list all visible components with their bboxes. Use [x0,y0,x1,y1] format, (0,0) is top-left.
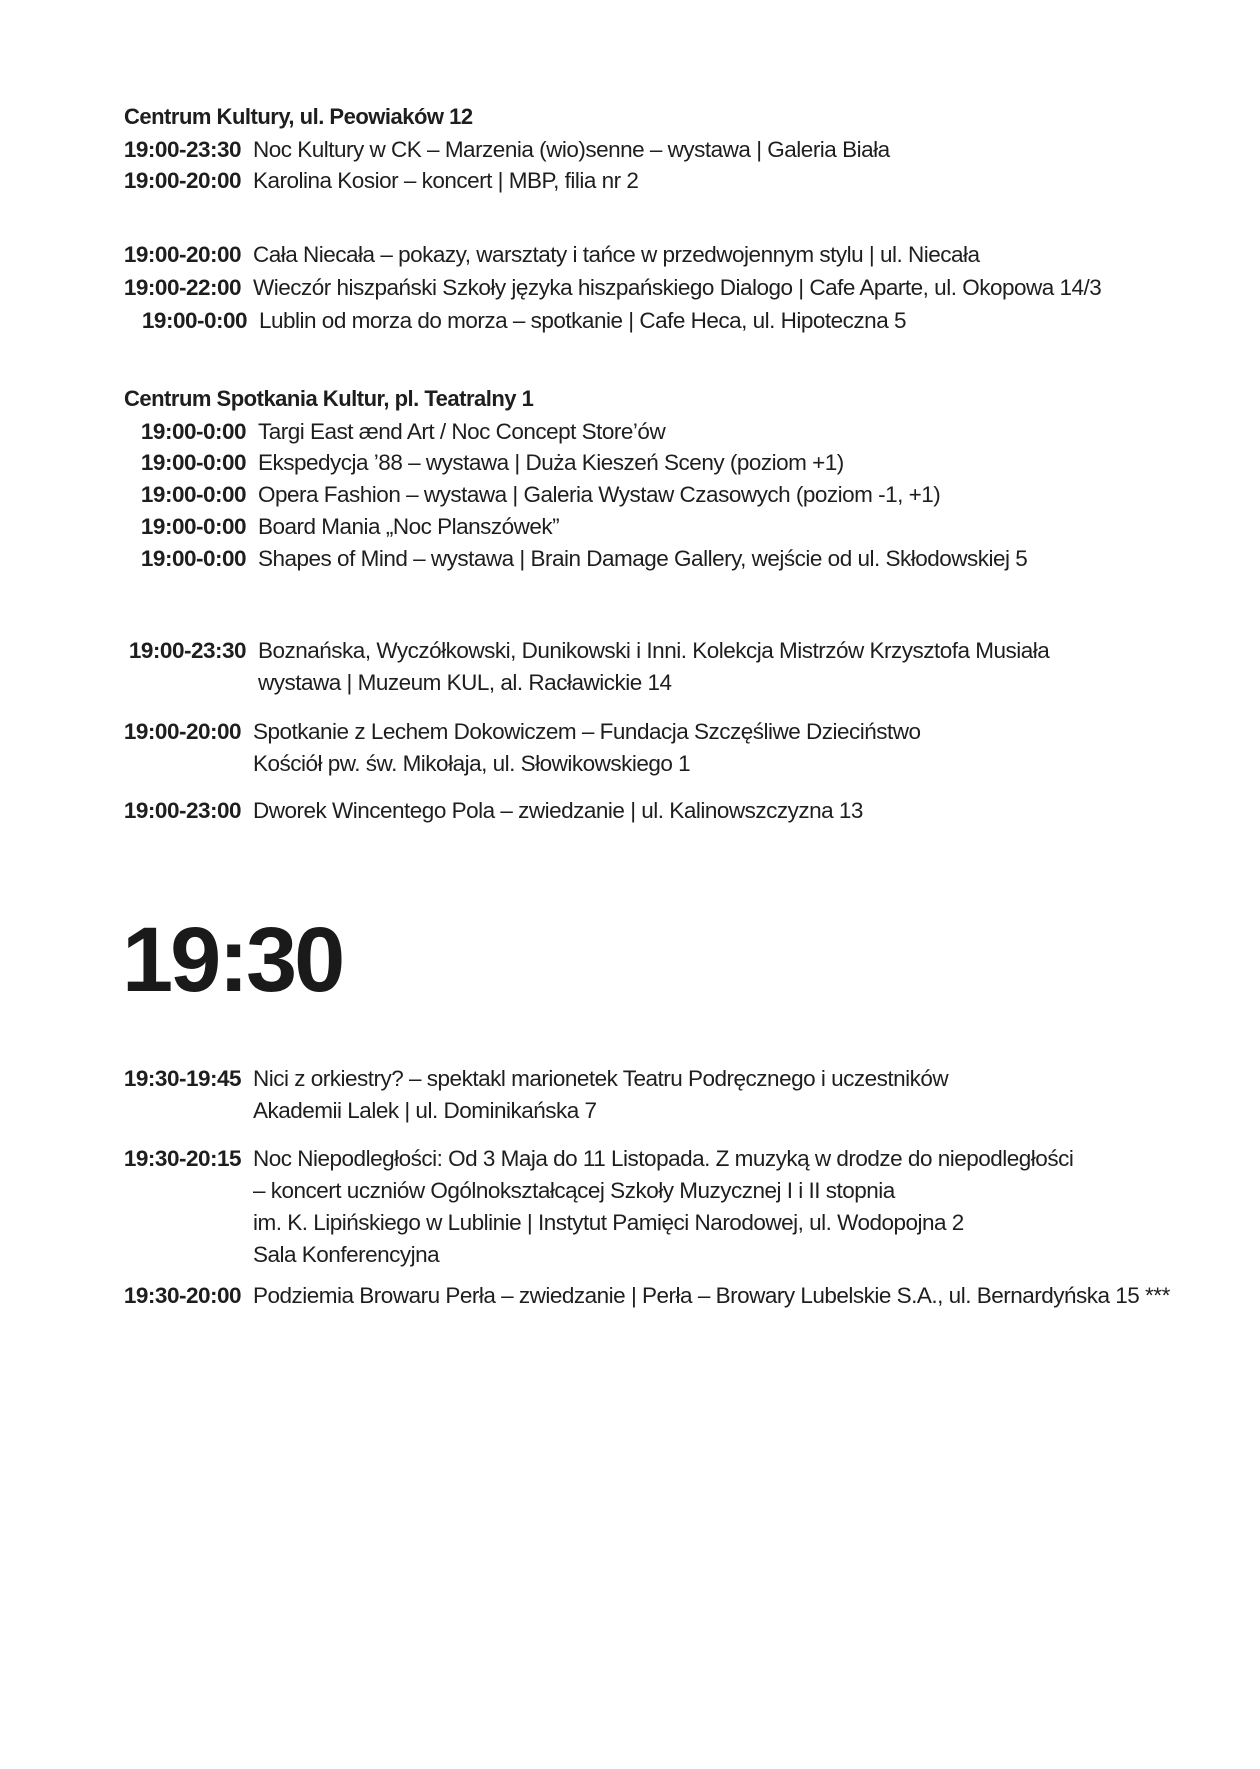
event-description [253,165,638,197]
event-description [253,239,980,271]
schedule-row [121,635,1049,699]
event-description [253,272,1101,304]
event-time: 19:00-20:00 [123,719,241,744]
schedule-row [121,447,844,479]
event-time: 19:00-0:00 [141,308,247,333]
event-time: 19:30-20:00 [123,1283,241,1308]
event-description-line: Cała Niecała – pokazy, warsztaty i tańce w przedwojennym stylu | ul. Niecała [253,242,980,267]
event-description-line: Nici z orkiestry? – spektakl marionetek Teatru Podręcznego i uczestników [253,1066,949,1091]
event-time: 19:00-0:00 [140,419,246,444]
event-time: 19:00-0:00 [140,546,246,571]
schedule-row [121,416,665,448]
schedule-row [121,543,1027,575]
venue-heading-csk: Centrum Spotkania Kultur, pl. Teatralny 1 [124,386,534,411]
event-description-line: Sala Konferencyjna [253,1242,440,1267]
event-description-line: Ekspedycja ’88 – wystawa | Duża Kieszeń Sceny (poziom +1) [258,450,844,475]
schedule-row [121,479,940,511]
event-description-line: Kościół pw. św. Mikołaja, ul. Słowikowskiego 1 [253,751,691,776]
schedule-row [116,134,890,166]
event-description [253,1143,1073,1271]
event-description-line: Podziemia Browaru Perła – zwiedzanie | Perła – Browary Lubelskie S.A., ul. Bernardyńska 15 *** [253,1283,1170,1308]
schedule-row [116,1280,1170,1312]
event-description-line: Noc Niepodległości: Od 3 Maja do 11 Listopada. Z muzyką w drodze do niepodległości [253,1146,1074,1171]
event-description [258,511,559,543]
event-time: 19:00-0:00 [140,514,246,539]
event-time: 19:00-22:00 [123,275,241,300]
event-time: 19:00-0:00 [140,482,246,507]
event-description [253,716,921,780]
event-description [258,543,1027,575]
schedule-row [122,305,906,337]
event-description-line: – koncert uczniów Ogólnokształcącej Szkoły Muzycznej I i II stopnia [253,1178,895,1203]
event-description-line: Akademii Lalek | ul. Dominikańska 7 [253,1098,597,1123]
event-description [253,795,863,827]
event-description-line: im. K. Lipińskiego w Lublinie | Instytut Pamięci Narodowej, ul. Wodopojna 2 [253,1210,964,1235]
event-time: 19:30-19:45 [123,1066,241,1091]
hour-heading: 19:30 [122,909,343,1011]
event-time: 19:00-20:00 [123,242,241,267]
event-description [258,635,1049,699]
event-description-line: Noc Kultury w CK – Marzenia (wio)senne – wystawa | Galeria Biała [253,137,890,162]
event-description [259,305,906,337]
event-description-line: Targi East ænd Art / Noc Concept Store’ów [258,419,666,444]
event-description [258,479,940,511]
event-description-line: Wieczór hiszpański Szkoły języka hiszpańskiego Dialogo | Cafe Aparte, ul. Okopowa 14/3 [253,275,1102,300]
schedule-row [116,272,1101,304]
schedule-row [116,1063,948,1127]
event-description-line: Boznańska, Wyczółkowski, Dunikowski i Inni. Kolekcja Mistrzów Krzysztofa Musiała [258,638,1050,663]
event-description [253,1063,948,1127]
event-time: 19:00-23:30 [123,137,241,162]
event-description-line: wystawa | Muzeum KUL, al. Racławickie 14 [258,670,672,695]
event-time: 19:00-23:30 [128,638,246,663]
event-time: 19:30-20:15 [123,1146,241,1171]
event-time: 19:00-23:00 [123,798,241,823]
event-description-line: Opera Fashion – wystawa | Galeria Wystaw Czasowych (poziom -1, +1) [258,482,941,507]
event-description [258,447,844,479]
event-time: 19:00-0:00 [140,450,246,475]
event-description [253,1280,1170,1312]
schedule-row [121,511,559,543]
event-description-line: Dworek Wincentego Pola – zwiedzanie | ul. Kalinowszczyzna 13 [253,798,863,823]
schedule-row [116,1143,1073,1271]
event-description-line: Lublin od morza do morza – spotkanie | Cafe Heca, ul. Hipoteczna 5 [259,308,906,333]
schedule-row [116,795,863,827]
schedule-row [116,716,921,780]
event-description-line: Shapes of Mind – wystawa | Brain Damage Gallery, wejście od ul. Skłodowskiej 5 [258,546,1028,571]
event-description-line: Karolina Kosior – koncert | MBP, filia nr 2 [253,168,639,193]
venue-heading-centrum-kultury: Centrum Kultury, ul. Peowiaków 12 [124,104,473,129]
event-time: 19:00-20:00 [123,168,241,193]
schedule-row [116,165,638,197]
event-description-line: Spotkanie z Lechem Dokowiczem – Fundacja Szczęśliwe Dzieciństwo [253,719,921,744]
schedule-row [116,239,980,271]
event-description-line: Board Mania „Noc Planszówek” [258,514,560,539]
event-description [253,134,890,166]
event-description [258,416,665,448]
